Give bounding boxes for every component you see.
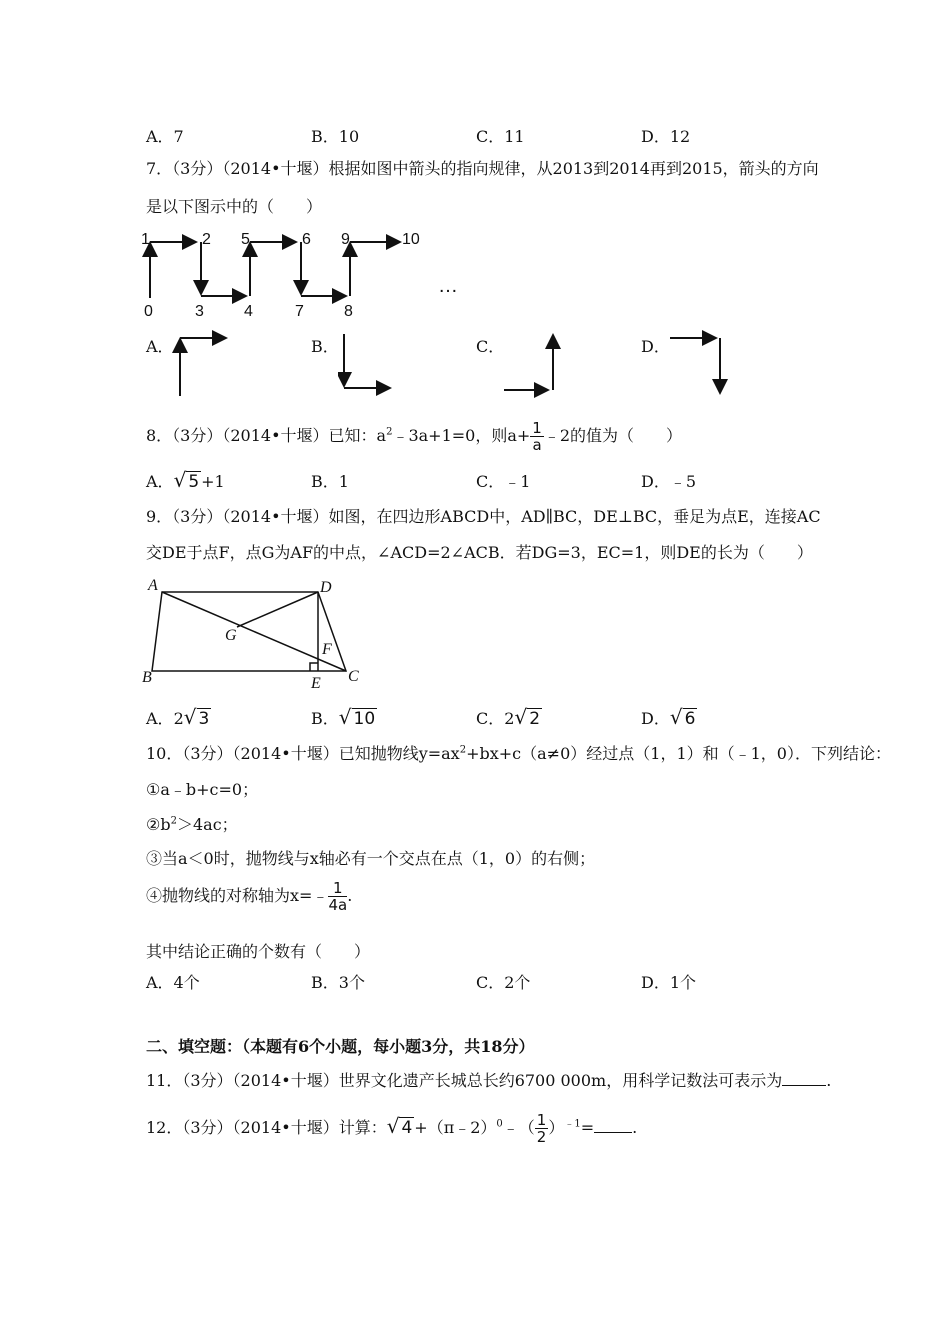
q10-question: 其中结论正确的个数有（ ） bbox=[146, 942, 371, 961]
q9-option-a-label: A． bbox=[146, 709, 174, 728]
q10-c4-fraction bbox=[328, 880, 347, 913]
q9-option-b-sqrt: √ 10 bbox=[338, 705, 376, 729]
q11-stem bbox=[146, 1068, 831, 1091]
sequence-arrows bbox=[150, 242, 400, 298]
section-2-title: 二、填空题：（本题有6个小题，每小题3分，共18分） bbox=[146, 1037, 535, 1056]
q7-option-a-arrow bbox=[172, 330, 236, 400]
seq-label-10: 10 bbox=[402, 231, 420, 248]
q9-stem-line1: 9．（3分）（2014•十堰）如图，在四边形ABCD中，AD∥BC，DE⊥BC，垂足为点E，连接AC bbox=[146, 507, 821, 526]
q9-quadrilateral-figure bbox=[140, 574, 370, 694]
q11-end: . bbox=[826, 1071, 832, 1090]
seq-label-0: 0 bbox=[144, 303, 153, 320]
q9-option-d-radicand: 6 bbox=[684, 709, 696, 729]
seq-label-8: 8 bbox=[344, 303, 353, 320]
q8-option-a-sqrt: √ 5 bbox=[173, 468, 200, 492]
q9-option-d-label: D． bbox=[641, 709, 670, 728]
q8-stem-prefix: 8．（3分）（2014•十堰）已知：a bbox=[146, 426, 387, 445]
q6-option-b: B．10 bbox=[311, 127, 360, 146]
q10-option-d: D．1个 bbox=[641, 973, 697, 992]
q8-option-a bbox=[146, 468, 225, 492]
label-g: G bbox=[225, 627, 237, 644]
q12-equals: = bbox=[580, 1118, 595, 1137]
q9-stem-line2: 交DE于点F，点G为AF的中点，∠ACD=2∠ACB．若DG=3，EC=1，则DE的长为（ ） bbox=[146, 543, 813, 562]
q10-conclusion-1: ①a﹣b+c=0； bbox=[146, 780, 259, 799]
q9-option-c-radicand: 2 bbox=[529, 709, 541, 729]
q7-option-d: D． bbox=[641, 337, 670, 356]
q10-stem bbox=[146, 741, 891, 764]
q12-stem bbox=[146, 1112, 637, 1145]
q6-option-a: A．7 bbox=[146, 127, 184, 146]
q10-c2-a: ②b bbox=[146, 815, 171, 834]
q9-option-d bbox=[641, 705, 697, 729]
q11-answer-blank bbox=[782, 1071, 826, 1086]
q8-option-a-label: A． bbox=[146, 472, 174, 491]
q7-option-c-arrow bbox=[500, 330, 564, 400]
q8-option-d: D．﹣5 bbox=[641, 472, 697, 491]
q10-conclusion-2 bbox=[146, 812, 238, 835]
q12-answer-blank bbox=[594, 1118, 632, 1133]
seq-label-5: 5 bbox=[241, 231, 250, 248]
q12-fraction bbox=[535, 1112, 549, 1145]
seq-label-9: 9 bbox=[341, 231, 350, 248]
q7-option-b: B． bbox=[311, 337, 339, 356]
q9-option-b-label: B． bbox=[311, 709, 339, 728]
q9-option-a-sqrt: √ 3 bbox=[183, 705, 210, 729]
seq-label-4: 4 bbox=[244, 303, 253, 320]
q10-c2-exponent: 2 bbox=[170, 815, 177, 827]
q8-fraction bbox=[530, 420, 544, 453]
q9-option-a-coef: 2 bbox=[173, 709, 184, 728]
q10-conclusion-4 bbox=[146, 880, 352, 913]
q7-option-d-arrow bbox=[666, 330, 730, 400]
q7-option-a: A． bbox=[146, 337, 174, 356]
q12-frac-den: 2 bbox=[536, 1128, 547, 1146]
seq-ellipsis: … bbox=[438, 275, 458, 297]
q10-stem-a: 10．（3分）（2014•十堰）已知抛物线y=ax bbox=[146, 744, 460, 763]
q7-option-b-arrow bbox=[338, 330, 402, 400]
label-a: A bbox=[148, 577, 158, 594]
q11-text: 11．（3分）（2014•十堰）世界文化遗产长城总长约6700 000m，用科学记数法可表示为 bbox=[146, 1071, 783, 1090]
seq-label-7: 7 bbox=[295, 303, 304, 320]
q10-conclusion-3: ③当a＜0时，抛物线与x轴必有一个交点在点（1，0）的右侧； bbox=[146, 849, 596, 868]
label-d: D bbox=[320, 579, 332, 596]
q10-option-c: C．2个 bbox=[476, 973, 531, 992]
label-c: C bbox=[348, 668, 359, 685]
q10-c4-a: ④抛物线的对称轴为x=﹣ bbox=[146, 886, 329, 905]
q9-option-c bbox=[476, 705, 542, 729]
q10-option-a: A．4个 bbox=[146, 973, 200, 992]
q7-stem-line2: 是以下图示中的（ ） bbox=[146, 197, 323, 216]
q8-stem-suffix: ﹣2的值为（ ） bbox=[543, 426, 683, 445]
q12-mid: +（π﹣2） bbox=[414, 1118, 497, 1137]
q9-option-b bbox=[311, 705, 377, 729]
q9-option-c-coef: 2 bbox=[504, 709, 515, 728]
q12-prefix: 12．（3分）（2014•十堰）计算： bbox=[146, 1118, 387, 1137]
q10-c2-b: ＞4ac； bbox=[176, 815, 238, 834]
seq-label-2: 2 bbox=[202, 231, 211, 248]
q9-option-c-label: C． bbox=[476, 709, 505, 728]
q8-frac-den: a bbox=[532, 436, 542, 454]
label-e: E bbox=[311, 675, 321, 692]
q9-option-a-radicand: 3 bbox=[198, 709, 210, 729]
q12-radicand: 4 bbox=[401, 1118, 413, 1138]
q6-option-c: C．11 bbox=[476, 127, 525, 146]
q8-stem bbox=[146, 420, 682, 453]
q9-option-c-sqrt: √ 2 bbox=[514, 705, 541, 729]
q10-c4-num: 1 bbox=[328, 880, 347, 897]
q8-exponent: 2 bbox=[386, 426, 393, 438]
q12-mid2: ﹣（ bbox=[502, 1118, 535, 1137]
q12-exponent-0: 0 bbox=[496, 1118, 503, 1130]
q7-option-c: C． bbox=[476, 337, 505, 356]
quadrilateral-lines bbox=[152, 592, 346, 671]
q10-c4-den: 4a bbox=[328, 896, 348, 914]
seq-label-6: 6 bbox=[302, 231, 311, 248]
label-f: F bbox=[322, 641, 332, 658]
q12-frac-num: 1 bbox=[536, 1111, 547, 1129]
q10-stem-exponent: 2 bbox=[459, 744, 467, 756]
q12-sqrt: √ 4 bbox=[386, 1114, 413, 1138]
q8-option-c: C．﹣1 bbox=[476, 472, 531, 491]
q10-c4-end: . bbox=[347, 886, 353, 905]
q9-option-b-radicand: 10 bbox=[353, 709, 376, 729]
q12-end: . bbox=[632, 1118, 638, 1137]
q8-frac-num: 1 bbox=[532, 419, 542, 437]
q12-close: ） bbox=[548, 1118, 565, 1137]
q9-option-a bbox=[146, 705, 211, 729]
seq-label-3: 3 bbox=[195, 303, 204, 320]
q8-stem-mid: ﹣3a+1=0，则a+ bbox=[392, 426, 531, 445]
q10-stem-b: +bx+c（a≠0）经过点（1，1）和（﹣1，0）．下列结论： bbox=[466, 744, 891, 763]
q7-stem-line1: 7．（3分）（2014•十堰）根据如图中箭头的指向规律，从2013到2014再到2015，箭头的方向 bbox=[146, 159, 819, 178]
q9-option-d-sqrt: √ 6 bbox=[669, 705, 696, 729]
q8-option-b: B．1 bbox=[311, 472, 349, 491]
q10-option-b: B．3个 bbox=[311, 973, 365, 992]
q6-option-d: D．12 bbox=[641, 127, 691, 146]
seq-label-1: 1 bbox=[141, 231, 150, 248]
label-b: B bbox=[142, 669, 152, 686]
q8-option-a-radicand: 5 bbox=[188, 472, 200, 492]
q8-option-a-tail: +1 bbox=[201, 472, 225, 491]
q7-arrow-sequence-figure bbox=[138, 226, 468, 322]
q12-exponent-neg1: ﹣1 bbox=[564, 1118, 581, 1130]
